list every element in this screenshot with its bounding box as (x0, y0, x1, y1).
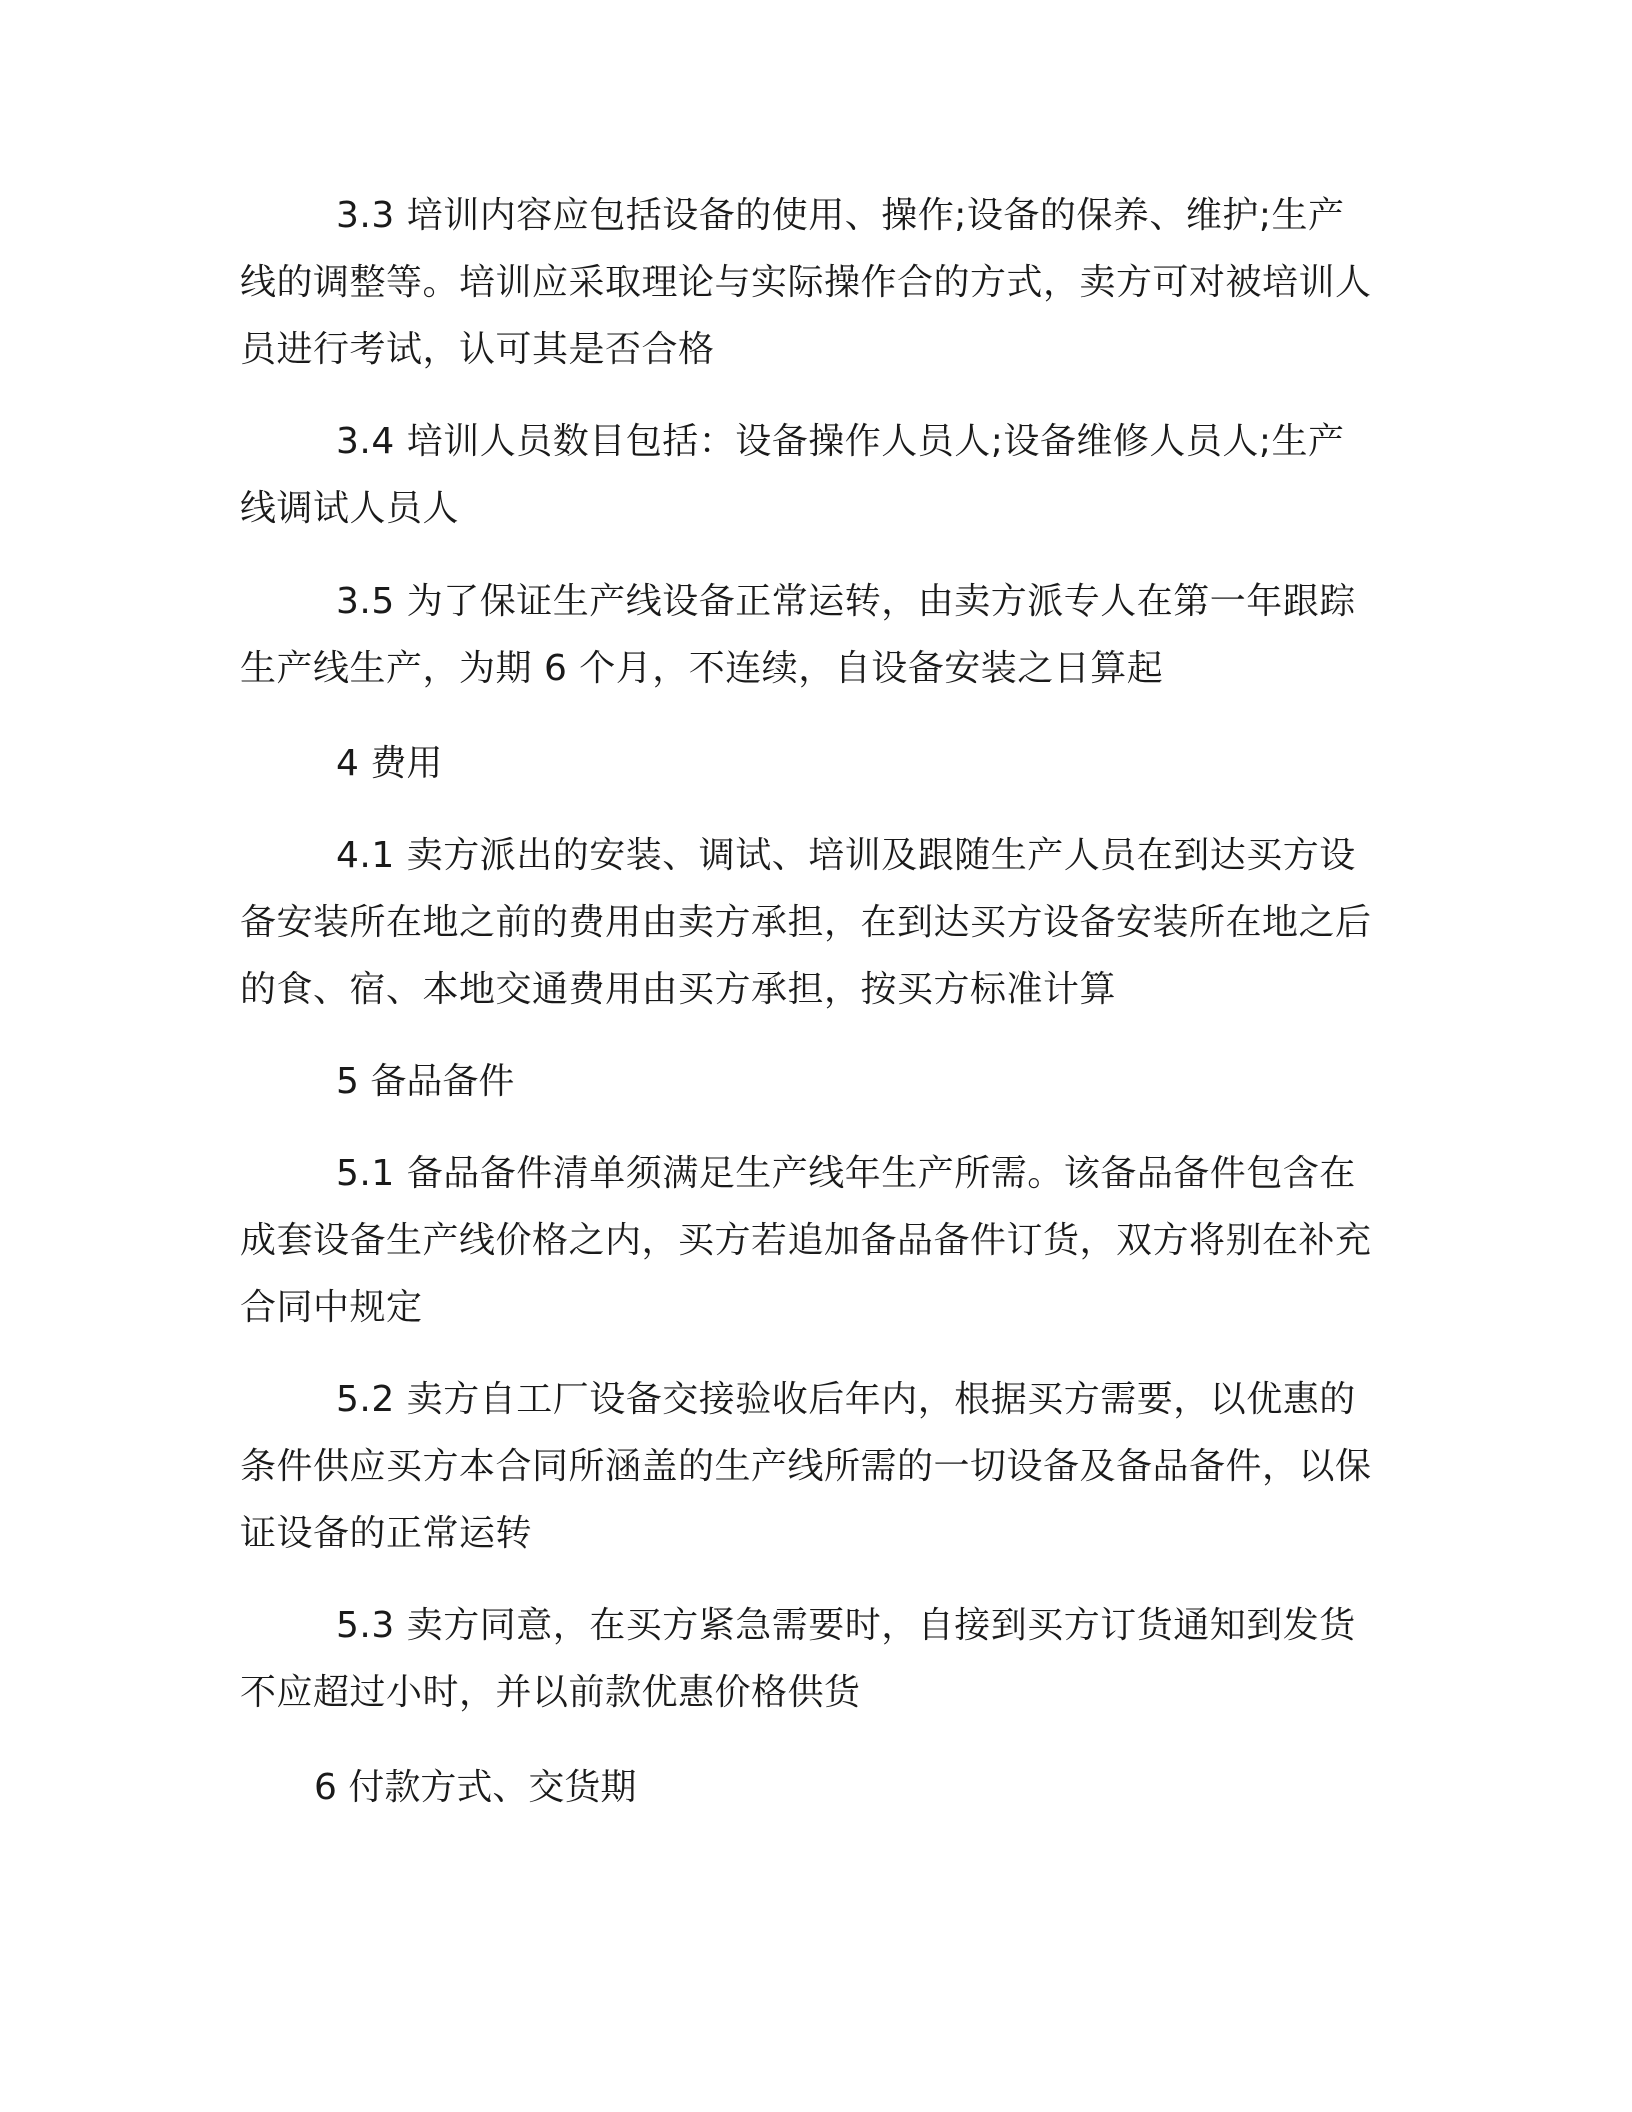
paragraph-5-3: 5.3 卖方同意，在买方紧急需要时，自接到买方订货通知到发货不应超过小时，并以前款优惠价格供货 (240, 1605, 1356, 1713)
paragraph-5-2: 5.2 卖方自工厂设备交接验收后年内，根据买方需要，以优惠的条件供应买方本合同所涵盖的生产线所需的一切设备及备品备件，以保证设备的正常运转 (240, 1379, 1372, 1554)
section-heading-4: 4 费用 (336, 743, 443, 784)
section-heading-5: 5 备品备件 (336, 1061, 515, 1102)
paragraph-5-1: 5.1 备品备件清单须满足生产线年生产所需。该备品备件包含在成套设备生产线价格之内，买方若追加备品备件订货，双方将别在补充合同中规定 (240, 1153, 1372, 1328)
paragraph-4-1: 4.1 卖方派出的安装、调试、培训及跟随生产人员在到达买方设备安装所在地之前的费用由卖方承担，在到达买方设备安装所在地之后的食、宿、本地交通费用由买方承担，按买方标准计算 (240, 835, 1372, 1010)
paragraph-3-4: 3.4 培训人员数目包括：设备操作人员人;设备维修人员人;生产线调试人员人 (240, 421, 1345, 529)
paragraph-3-5: 3.5 为了保证生产线设备正常运转，由卖方派专人在第一年跟踪生产线生产，为期 6 个月，不连续，自设备安装之日算起 (240, 581, 1356, 689)
section-heading-6: 6 付款方式、交货期 (314, 1767, 637, 1808)
paragraph-3-3: 3.3 培训内容应包括设备的使用、操作;设备的保养、维护;生产线的调整等。培训应采取理论与实际操作合的方式，卖方可对被培训人员进行考试，认可其是否合格 (240, 195, 1372, 370)
